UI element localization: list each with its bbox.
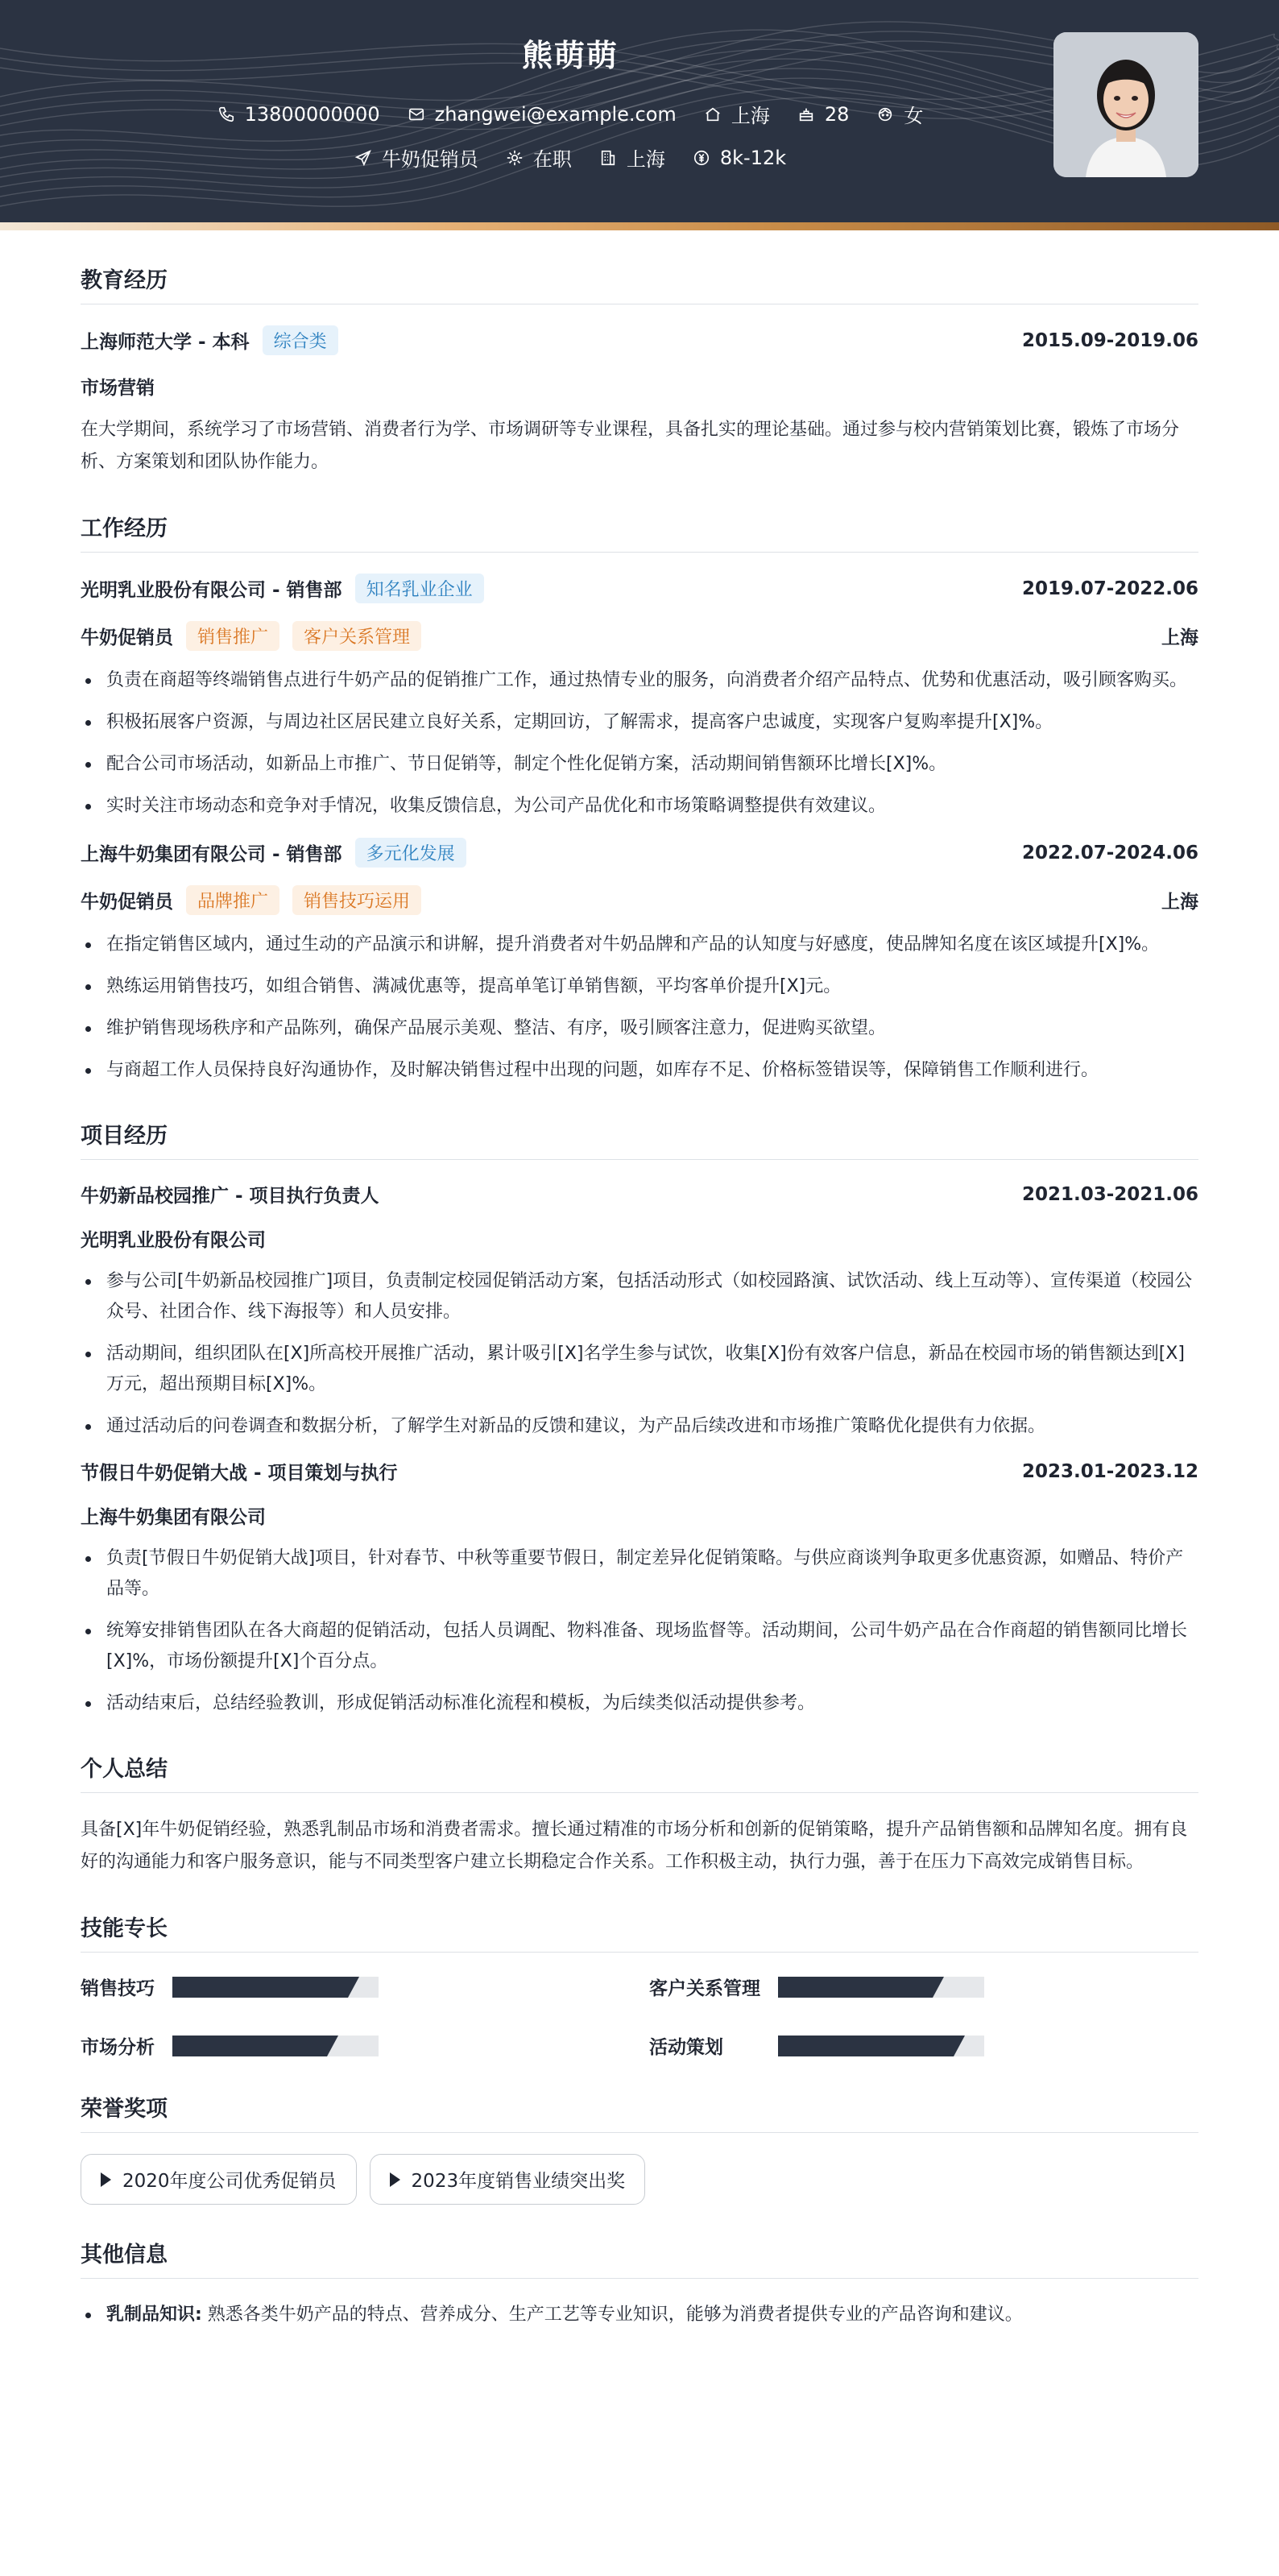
avatar xyxy=(1053,32,1198,177)
project-date: 2023.01-2023.12 xyxy=(1021,1460,1198,1482)
project-bullets xyxy=(81,1266,1198,1442)
phone-item[interactable] xyxy=(217,103,380,126)
award-text: 2020年度公司优秀促销员 xyxy=(122,2171,337,2192)
skill-bar-fill xyxy=(778,1977,933,1998)
award-badge xyxy=(370,2154,646,2205)
list-item: 维护销售现场秩序和产品陈列，确保产品展示美观、整洁、有序，吸引顾客注意力，促进购买欲望。 xyxy=(81,1013,1198,1044)
role-tag: 客户关系管理 xyxy=(292,621,421,651)
role-name: 牛奶促销员 xyxy=(81,892,173,913)
portrait-image xyxy=(1053,32,1198,177)
work-location: 上海 xyxy=(1161,627,1198,648)
gender-item xyxy=(876,100,923,128)
awards-section xyxy=(81,2091,1198,2205)
email-text: zhangwei@example.com xyxy=(434,102,677,126)
list-item xyxy=(81,2300,1198,2330)
play-triangle-icon xyxy=(101,2172,111,2187)
other-label: 乳制品知识: xyxy=(106,2305,202,2325)
target-city-item xyxy=(599,143,665,172)
skill-bar-fill xyxy=(778,2036,954,2056)
list-item: 与商超工作人员保持良好沟通协作，及时解决销售过程中出现的问题，如库存不足、价格标签错误等，保障销售工作顺利进行。 xyxy=(81,1055,1198,1086)
skill-bar xyxy=(172,2036,379,2056)
education-section xyxy=(81,263,1198,478)
job-status-text: 在职 xyxy=(532,148,572,171)
summary-section xyxy=(81,1751,1198,1878)
list-item: 配合公司市场活动，如新品上市推广、节日促销等，制定个性化促销方案，活动期间销售额环比增长[X]%。 xyxy=(81,749,1198,780)
project-date: 2021.03-2021.06 xyxy=(1021,1183,1198,1205)
email-item[interactable] xyxy=(408,103,677,126)
list-item: 通过活动后的问卷调查和数据分析，了解学生对新品的反馈和建议，为产品后续改进和市场推广策略优化提供有力依据。 xyxy=(81,1411,1198,1442)
list-item: 负责[节假日牛奶促销大战]项目，针对春节、中秋等重要节假日，制定差异化促销策略。与供应商谈判争取更多优惠资源，如赠品、特价产品等。 xyxy=(81,1543,1198,1605)
gender-icon xyxy=(876,106,894,123)
skill-name: 活动策划 xyxy=(649,2037,723,2058)
company-name: 上海牛奶集团有限公司 - 销售部 xyxy=(81,844,342,865)
education-entry xyxy=(81,325,1198,478)
skill-item xyxy=(81,2032,649,2059)
company-line xyxy=(81,574,484,603)
project-name: 节假日牛奶促销大战 - 项目策划与执行 xyxy=(81,1463,398,1484)
skill-name: 销售技巧 xyxy=(81,1978,155,1999)
list-item: 参与公司[牛奶新品校园推广]项目，负责制定校园促销活动方案，包括活动形式（如校园路演、试饮活动、线上互动等）、宣传渠道（校园公众号、社团合作、线下海报等）和人员安排。 xyxy=(81,1266,1198,1327)
list-item: 活动期间，组织团队在[X]所高校开展推广活动，累计吸引[X]名学生参与试饮，收集[X]份有效客户信息，新品在校园市场的销售额达到[X]万元，超出预期目标[X]%。 xyxy=(81,1339,1198,1400)
list-item: 活动结束后，总结经验教训，形成促销活动标准化流程和模板，为后续类似活动提供参考。 xyxy=(81,1688,1198,1719)
job-status-item xyxy=(506,143,572,172)
salary-text: 8k-12k xyxy=(719,146,787,169)
mail-icon xyxy=(408,106,425,123)
gender-text: 女 xyxy=(904,105,924,127)
skill-name: 市场分析 xyxy=(81,2037,155,2058)
list-item: 统筹安排销售团队在各大商超的促销活动，包括人员调配、物料准备、现场监督等。活动期间，公司牛奶产品在合作商超的销售额同比增长[X]%，市场份额提升[X]个百分点。 xyxy=(81,1616,1198,1677)
school-tag: 综合类 xyxy=(263,325,338,355)
role-tag: 品牌推广 xyxy=(186,885,279,915)
school-name: 上海师范大学 - 本科 xyxy=(81,332,250,353)
phone-text: 13800000000 xyxy=(244,102,380,126)
cake-icon xyxy=(797,106,815,123)
work-section xyxy=(81,511,1198,1086)
school-line xyxy=(81,325,338,355)
target-city-text: 上海 xyxy=(626,148,665,171)
age-text: 28 xyxy=(824,102,850,126)
skill-item xyxy=(649,1973,1198,2000)
play-triangle-icon xyxy=(390,2172,400,2187)
age-item xyxy=(797,103,850,126)
company-line xyxy=(81,838,466,868)
other-bullets xyxy=(81,2300,1198,2330)
education-description: 在大学期间，系统学习了市场营销、消费者行为学、市场调研等专业课程，具备扎实的理论基础。通过参与校内营销策划比赛，锻炼了市场分析、方案策划和团队协作能力。 xyxy=(81,420,1180,472)
award-badge xyxy=(81,2154,357,2205)
home-icon xyxy=(704,106,722,123)
work-bullets xyxy=(81,665,1198,822)
resume-body xyxy=(81,230,1198,2342)
list-item: 负责在商超等终端销售点进行牛奶产品的促销推广工作，通过热情专业的服务，向消费者介绍产品特点、优势和优惠活动，吸引顾客购买。 xyxy=(81,665,1198,696)
list-item: 实时关注市场动态和竞争对手情况，收集反馈信息，为公司产品优化和市场策略调整提供有效建议。 xyxy=(81,791,1198,822)
role-tag: 销售推广 xyxy=(186,621,279,651)
company-name: 光明乳业股份有限公司 - 销售部 xyxy=(81,580,342,601)
section-title: 工作经历 xyxy=(81,511,1198,553)
project-entry xyxy=(81,1458,1198,1719)
resume-header xyxy=(0,0,1279,222)
project-company: 上海牛奶集团有限公司 xyxy=(81,1507,266,1528)
work-location: 上海 xyxy=(1161,892,1198,913)
awards-list xyxy=(81,2154,1198,2205)
role-tag: 销售技巧运用 xyxy=(292,885,421,915)
project-section xyxy=(81,1118,1198,1719)
skill-item xyxy=(81,1973,649,2000)
skills-section xyxy=(81,1911,1198,2059)
phone-icon xyxy=(217,106,235,123)
project-bullets xyxy=(81,1543,1198,1719)
salary-item xyxy=(693,147,786,169)
skill-bar xyxy=(778,1977,984,1998)
contact-row xyxy=(0,100,1140,128)
list-item: 熟练运用销售技巧，如组合销售、满减优惠等，提高单笔订单销售额，平均客单价提升[X]元。 xyxy=(81,971,1198,1002)
section-title: 个人总结 xyxy=(81,1751,1198,1793)
residence-text: 上海 xyxy=(731,105,770,127)
candidate-name: 熊萌萌 xyxy=(521,38,619,73)
work-date: 2022.07-2024.06 xyxy=(1021,842,1198,863)
target-position-item xyxy=(354,143,478,172)
job-intent-row xyxy=(0,143,1140,172)
work-bullets xyxy=(81,930,1198,1086)
skill-item xyxy=(649,2032,1198,2059)
residence-item xyxy=(704,100,770,128)
other-text: 熟悉各类牛奶产品的特点、营养成分、生产工艺等专业知识，能够为消费者提供专业的产品咨询和建议。 xyxy=(201,2305,1023,2325)
project-name: 牛奶新品校园推广 - 项目执行负责人 xyxy=(81,1186,379,1207)
role-line xyxy=(81,885,421,915)
work-date: 2019.07-2022.06 xyxy=(1021,578,1198,599)
header-accent-bar xyxy=(0,222,1279,230)
other-section xyxy=(81,2237,1198,2330)
skill-bar xyxy=(778,2036,984,2056)
section-title: 教育经历 xyxy=(81,263,1198,304)
skill-bar xyxy=(172,1977,379,1998)
work-entry xyxy=(81,574,1198,822)
section-title: 项目经历 xyxy=(81,1118,1198,1160)
section-title: 技能专长 xyxy=(81,1911,1198,1953)
section-title: 其他信息 xyxy=(81,2237,1198,2279)
target-position-text: 牛奶促销员 xyxy=(381,148,478,171)
award-text: 2023年度销售业绩突出奖 xyxy=(411,2171,626,2192)
skills-grid xyxy=(81,1973,1198,2059)
building-icon xyxy=(599,149,617,167)
company-tag: 多元化发展 xyxy=(355,838,466,868)
money-icon xyxy=(693,149,710,167)
role-name: 牛奶促销员 xyxy=(81,627,173,648)
project-company: 光明乳业股份有限公司 xyxy=(81,1230,266,1251)
list-item: 在指定销售区域内，通过生动的产品演示和讲解，提升消费者对牛奶品牌和产品的认知度与好感度，使品牌知名度在该区域提升[X]%。 xyxy=(81,930,1198,960)
skill-name: 客户关系管理 xyxy=(649,1978,760,1999)
summary-text: 具备[X]年牛奶促销经验，熟悉乳制品市场和消费者需求。擅长通过精准的市场分析和创新的促销策略，提升产品销售额和品牌知名度。拥有良好的沟通能力和客户服务意识，能与不同类型客户建立长期稳定合作关系。工作积极主动，执行力强，善于在压力下高效完成销售目标。 xyxy=(81,1820,1188,1872)
major-name: 市场营销 xyxy=(81,378,155,399)
skill-bar-fill xyxy=(172,2036,327,2056)
work-entry xyxy=(81,838,1198,1086)
list-item: 积极拓展客户资源，与周边社区居民建立良好关系，定期回访，了解需求，提高客户忠诚度，实现客户复购率提升[X]%。 xyxy=(81,707,1198,738)
role-line xyxy=(81,621,421,651)
company-tag: 知名乳业企业 xyxy=(355,574,484,603)
gear-icon xyxy=(506,149,524,167)
paper-plane-icon xyxy=(354,149,372,167)
section-title: 荣誉奖项 xyxy=(81,2091,1198,2133)
education-date: 2015.09-2019.06 xyxy=(1021,329,1198,351)
project-entry xyxy=(81,1181,1198,1442)
skill-bar-fill xyxy=(172,1977,348,1998)
